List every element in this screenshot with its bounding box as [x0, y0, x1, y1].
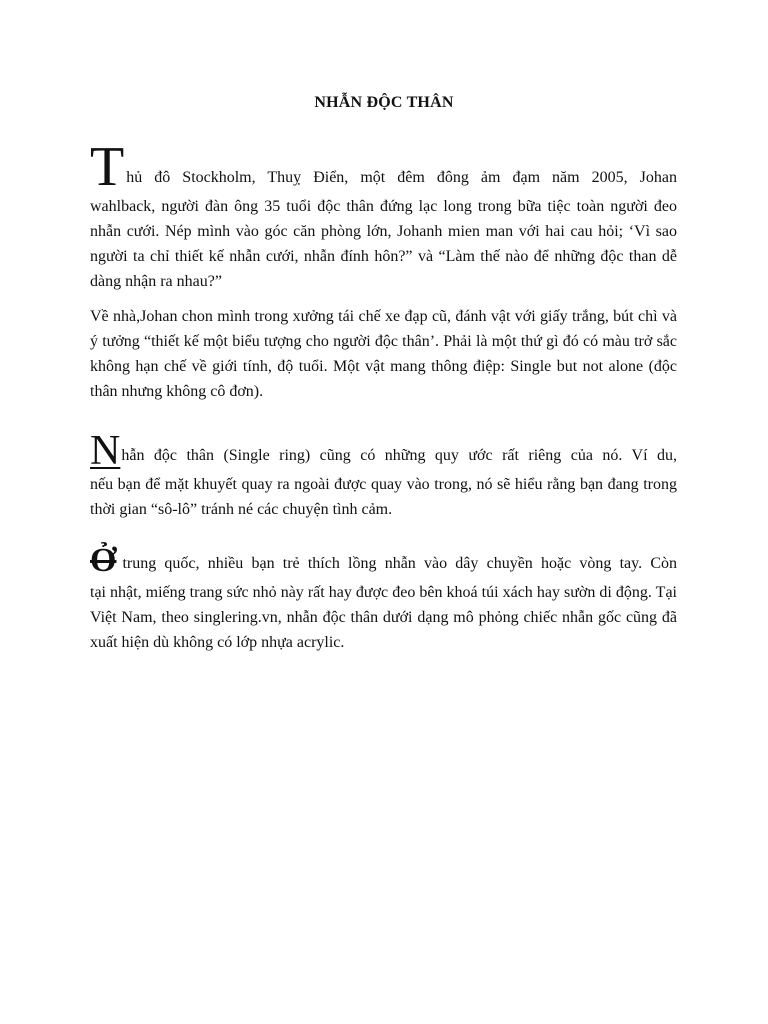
- paragraph-3-text: nếu bạn để mặt khuyết quay ra ngoài được quay vào trong, nó sẽ hiểu rằng bạn đang trong thời gian “sô-lô” tránh né các chuyện tình cảm.: [90, 476, 677, 518]
- paragraph-1-first-line-text: hủ đô Stockholm, Thuỵ Điển, một đêm đông ảm đạm năm 2005, Johan: [126, 169, 677, 186]
- paragraph-1-text: wahlback, người đàn ông 35 tuổi độc thân đứng lạc long trong bữa tiệc toàn người đeo nhẫn cưới. Nép mình vào góc căn phòng lớn, Johanh mien man với hai cau hỏi; ‘Vì sao người ta chỉ thiết kế nhẫn cưới, nhẫn đính hôn?” và “Làm thế nào để những độc than dễ dàng nhận ra nhau?”: [90, 198, 677, 290]
- paragraph-3-first-line: [90, 428, 677, 474]
- paragraph-1: [90, 138, 677, 294]
- paragraph-2: [90, 304, 677, 404]
- paragraph-1-first-line: [90, 136, 677, 198]
- dropcap-n: N: [90, 428, 121, 474]
- paragraph-3-first-line-text: hẫn độc thân (Single ring) cũng có những quy ước rất riêng của nó. Ví du,: [121, 447, 677, 464]
- dropcap-t: T: [90, 136, 125, 198]
- document-title: NHẪN ĐỘC THÂN: [314, 94, 454, 111]
- dropcap-o: Ở: [90, 542, 117, 579]
- paragraph-4-first-line: [90, 538, 677, 579]
- document-body: [90, 138, 677, 664]
- paragraph-4-text: tại nhật, miếng trang sức nhỏ này rất hay được đeo bên khoá túi xách hay sườn di động. Tại Việt Nam, theo singlering.vn, nhẫn độc thân dưới dạng mô phỏng chiếc nhẫn gốc cũng đã xuất hiện dù không có lớp nhựa acrylic.: [90, 584, 677, 651]
- paragraph-3: [90, 430, 677, 522]
- paragraph-2-text: Về nhà,Johan chon mình trong xưởng tái chế xe đạp cũ, đánh vật với giấy trắng, bút chì và ý tưởng “thiết kế một biểu tượng cho người độc thân’. Phải là một thứ gì đó có màu trở sắc không hạn chế về giới tính, độ tuổi. Một vật mang thông điệp: Single but not alone (độc thân nhưng không cô đơn).: [90, 308, 677, 400]
- paragraph-4: [90, 538, 677, 655]
- paragraph-4-first-line-text: trung quốc, nhiều bạn trẻ thích lồng nhẫn vào dây chuyền hoặc vòng tay. Còn: [122, 555, 677, 572]
